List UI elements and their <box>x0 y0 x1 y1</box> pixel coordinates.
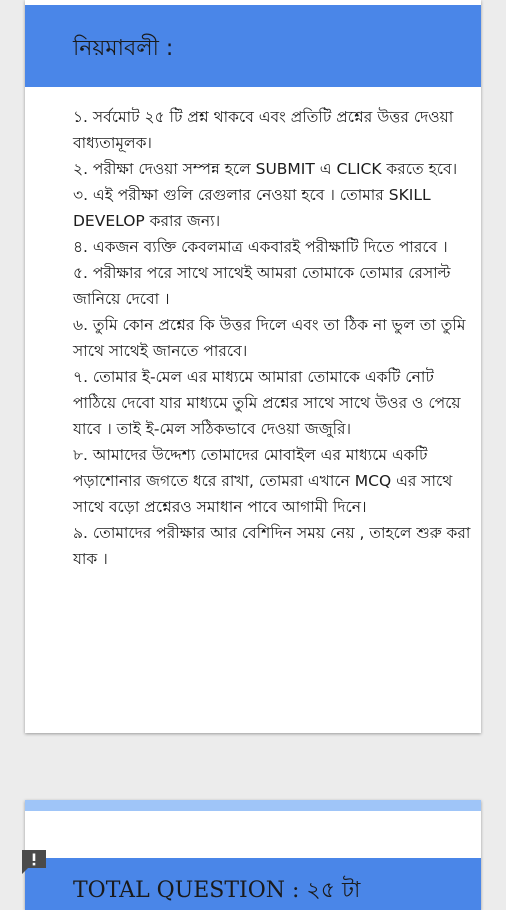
question-info-card <box>25 800 481 910</box>
rule-item-7: ৭. তোমার ই-মেল এর মাধ্যমে আমারা তোমাকে একটি নোট পাঠিয়ে দেবো যার মাধ্যমে তুমি প্রশ্নের সাথে সাথে উওর ও পেয়ে যাবে । তাই ই-মেল সঠিকভাবে দেওয়া জজুরি। <box>73 368 461 438</box>
rules-list <box>73 104 473 572</box>
question-card-header <box>25 858 481 910</box>
feedback-icon[interactable] <box>20 848 48 876</box>
rule-item-1: ১. সর্বমোট ২৫ টি প্রশ্ন থাকবে এবং প্রতিটি প্রশ্নের উত্তর দেওয়া বাধ্যতামূলক। <box>73 108 454 152</box>
rules-title: নিয়মাবলী : <box>73 36 174 61</box>
question-card-topbar <box>25 800 481 811</box>
total-question-label: TOTAL QUESTION : ২৫ টা <box>73 878 361 903</box>
rule-item-8: ৮. আমাদের উদ্দেশ্য তোমাদের মোবাইল এর মাধ্যমে একটি পড়াশোনার জগতে ধরে রাখা, তোমরা এখানে MCQ এর সাথে সাথে বড়ো প্রশ্নেরও সমাধান পাবে আগামী দিনে। <box>73 446 453 516</box>
rule-item-3: ৩. এই পরীক্ষা গুলি রেগুলার নেওয়া হবে । তোমার SKILL DEVELOP করার জন্য। <box>73 186 431 230</box>
rule-item-2: ২. পরীক্ষা দেওয়া সম্পন্ন হলে SUBMIT এ CLICK করতে হবে। <box>73 160 458 178</box>
rule-item-5: ৫. পরীক্ষার পরে সাথে সাথেই আমরা তোমাকে তোমার রেসাল্ট জানিয়ে দেবো । <box>73 264 451 308</box>
rule-item-6: ৬. তুমি কোন প্রশ্নের কি উত্তর দিলে এবং তা ঠিক না ভুল তা তুমি সাথে সাথেই জানতে পারবে। <box>73 316 466 360</box>
rule-item-9: ৯. তোমাদের পরীক্ষার আর বেশিদিন সময় নেয় , তাহলে শুরু করা যাক । <box>73 524 471 568</box>
rules-card <box>25 0 481 733</box>
rules-header <box>25 5 481 87</box>
rule-item-4: ৪. একজন ব্যক্তি কেবলমাত্র একবারই পরীক্ষাটি দিতে পারবে । <box>73 238 448 256</box>
